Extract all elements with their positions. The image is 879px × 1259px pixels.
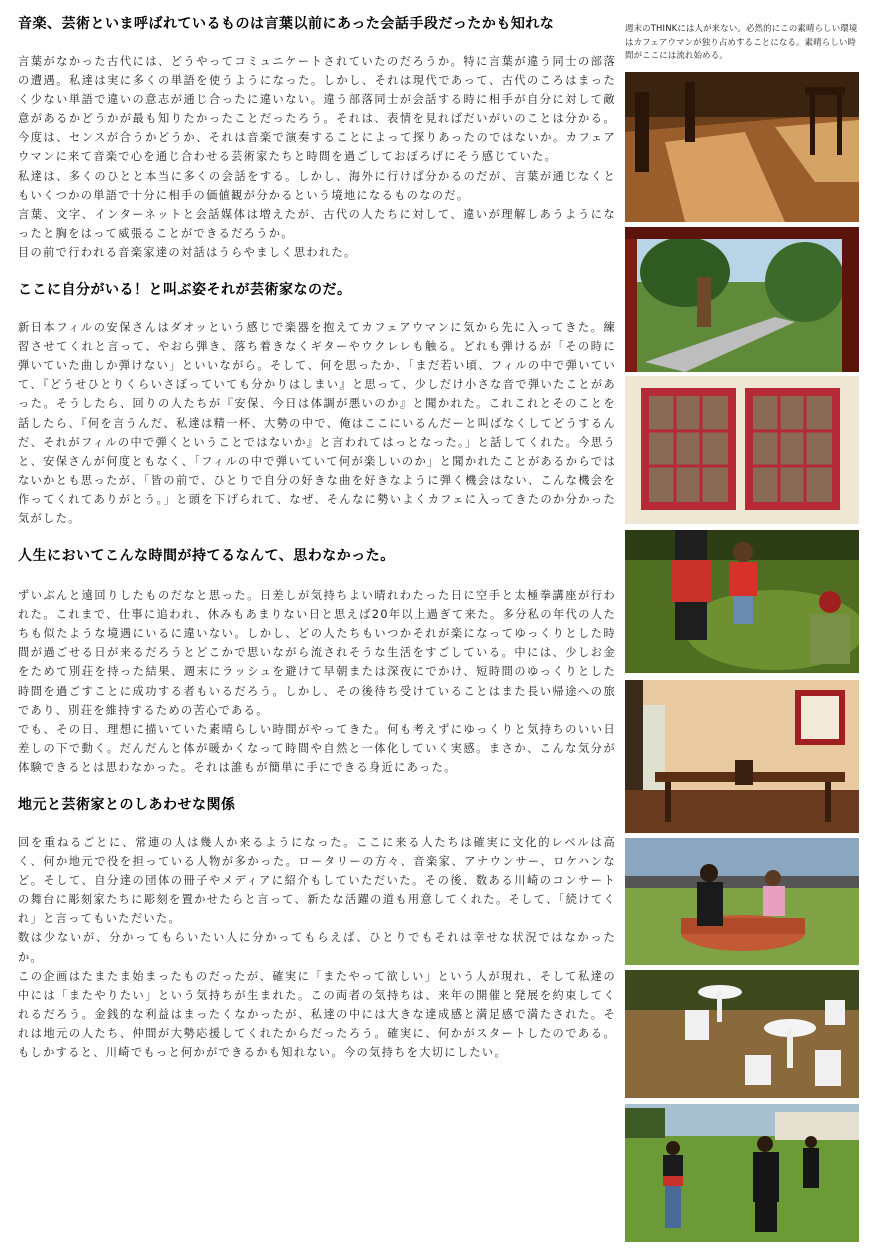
paragraph: 回を重ねるごとに、常連の人は幾人か来るようになった。ここに来る人たちは確実に文化的レベルは高く、何か地元で役を担っている人物が多かった。ロータリーの方々、音楽家、アナウンサー、ロケハンなど。そして、自分達の団体の冊子やメディアに紹介もしていただいた。その後、数ある川崎のコンサートの舞台に彫刻家たちに彫刻を置かせたらと言って、新たな活躍の道も用意してくれた。そして、「続けてくれ」と言ってもいただいた。 (18, 836, 616, 926)
paragraph: 数は少ないが、分かってもらいたい人に分かってもらえば、ひとりでもそれは幸せな状況ではなかったか。 (18, 931, 616, 964)
section-title: ここに自分がいる！と叫ぶ姿それが芸術家なのだ。 (18, 282, 352, 299)
martial-arts-class-photo (625, 1104, 859, 1242)
white-garden-chairs-photo (625, 970, 859, 1098)
paragraph: 新日本フィルの安保さんはダオッという感じで楽器を抱えてカフェアウマンに気から先に入ってきた。練習させてくれと言って、やおら弾き、落ち着きなくギターやウクレレも触る。どれも弾けるが「その時に弾いていた曲しか弾けない」といいながら。そして、何を思ったか、「まだ若い頃、フィルの中で弾いていて、『どうせひとりくらいさぼっていても分かりはしまい』と思って、少しだけ小さな音で弾いたことがあった。そうしたら、回りの人たちが『安保、今日は体調が悪いのか』と聞かれた。これこれとそのことを話したら、『何を言うんだ、私達は精一杯、大勢の中で、俺はここにいるんだーと叫ばなくしてどうするんだ、それがフィルの中で弾くということではないか』と言われてはっとなった。」と話してくれた。今思うと、安保さんが何度ともなく、「フィルの中で弾いていて何が楽しいのか」と聞かれたことがあるからではないかとも思ったが、「皆の前で、ひとりで自分の好きな曲を好きなように弾く機会はない、こんな機会を作ってくれてありがとう。」と頭を下げられて、なぜ、そんなに勢いよくカフェに入ってきたのか分かった気がした。 (18, 321, 616, 525)
garden-through-doorway-photo (625, 227, 859, 372)
paragraph: でも、その日、理想に描いていた素晴らしい時間がやってきた。何も考えずにゆっくりと気持ちのいい日差しの下で動く。だんだんと体が暖かくなって時間や自然と一体化していく実感。まさか、こんな気分が体験できるとは思わなかった。それは誰もが簡単に手にできる身近にあった。 (18, 722, 616, 774)
photo-caption: 週末のTHINKには人が来ない。必然的にこの素晴らしい環境はカフェアウマンが独り占めすることになる。素晴らしい時間がここには流れ始める。 (625, 23, 858, 60)
brick-bench-children-photo (625, 838, 859, 965)
section-title: 地元と芸術家とのしあわせな関係 (18, 797, 236, 813)
paragraph: 私達は、多くのひとと本当に多くの会話をする。しかし、海外に行けば分かるのだが、言葉が通じなくともいくつかの単語で十分に相手の価値観が分かるという境地になるものなのだ。 (18, 169, 616, 202)
cafe-interior-sunlight-photo (625, 72, 859, 222)
paragraph: 言葉がなかった古代には、どうやってコミュニケートされていたのだろうか。特に言葉が違う同士の部落の遭遇。私達は実に多くの単語を使うようになった。しかし、それは現代であって、古代のころはまったく少ない単語で違いの意志が通じ合ったに違いない。違う部落同士が会話する時に相手が自分に対して敵意があるかどうかが最も知りたかったことだったろう。それは、表情を見ればだいがいのことは分かる。今度は、センスが合うかどうか、それは音楽で演奏することによって探りあったのではないか。カフェアウマンに来て音楽で心を通じ合わせる芸術家たちと時間を過ごしておぼろげにそう感じていた。 (18, 55, 616, 164)
children-on-grass-photo (625, 530, 859, 673)
paragraph: ずいぶんと遠回りしたものだなと思った。日差しが気持ちよい晴れわたった日に空手と太極拳講座が行われた。これまで、仕事に追われ、休みもあまりない日と思えば20年以上過ぎて来た。多分私の年代の人たちも似たような境遇にいるに違いない。しかし、どの人たちもいつかそれが楽になってゆっくりとした時間が過ごせる日が来るだろうとどこかで思いながら流されそうな生活をすごしている。中には、少しお金をためて別荘を持った結果、週末にラッシュを避けて早朝または深夜にでかけ、短時間のゆっくりとした時間を過ごすことに成功する者もいるだろう。しかし、その後待ち受けていることはまた長い帰途への旅であり、別荘を維持するための苦心である。 (18, 589, 616, 717)
section-title: 人生においてこんな時間が持てるなんて、思わなかった。 (18, 548, 395, 565)
section-title: 音楽、芸術といま呼ばれているものは言葉以前にあった会話手段だったかも知れな (18, 16, 555, 32)
paragraph: この企画はたまたま始まったものだったが、確実に「またやって欲しい」という人が現れ、そして私達の中には「またやりたい」という気持ちが生まれた。この両者の気持ちは、来年の開催と発展を約束してくれるだろう。金銭的な利益はまったくなかったが、私達の中には大きな達成感と満足感で満たされた。それは地元の人たち、仲間が大勢応援してくれたからだったろう。確実に、何かがスタートしたのである。もしかすると、川崎でもっと何かができるかも知れない。今の気持ちを大切にしたい。 (18, 969, 616, 1060)
cafe-dining-room-photo (625, 680, 859, 833)
red-window-frames-photo (625, 376, 859, 524)
article-body (18, 14, 616, 1062)
paragraph: 言葉、文字、インターネットと会話媒体は増えたが、古代の人たちに対して、違いが理解しあうようになったと胸をはって威張ることができるだろうか。 (18, 207, 616, 240)
paragraph: 目の前で行われる音楽家達の対話はうらやましく思われた。 (18, 245, 357, 259)
